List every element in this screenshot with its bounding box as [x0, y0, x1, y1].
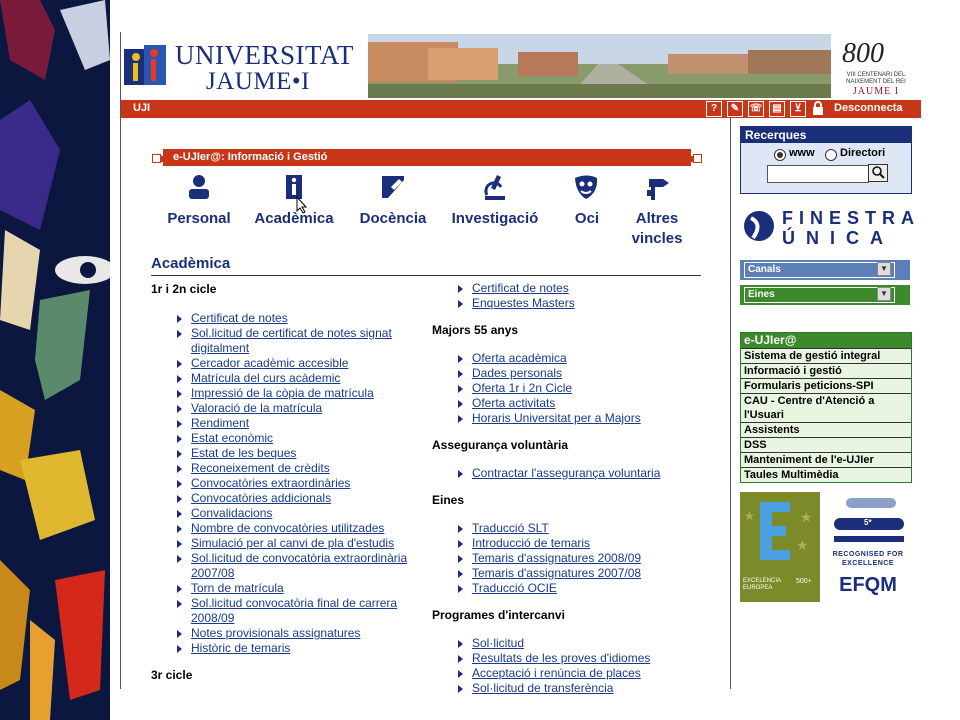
nav-link[interactable]: Matrícula del curs acàdemic: [191, 371, 341, 385]
list-item: [432, 521, 702, 536]
nav-link[interactable]: Oferta 1r i 2n Cicle: [472, 381, 573, 395]
ribbon-corner-left: [152, 154, 161, 163]
list-item: [432, 666, 702, 681]
phone-icon[interactable]: ☏: [748, 101, 764, 117]
list-item: [432, 296, 702, 311]
subheading-assegurança: Assegurança voluntària: [432, 438, 569, 452]
bullet-arrow-icon: [177, 315, 182, 323]
nav-label: Acadèmica: [254, 210, 334, 227]
bullet-arrow-icon: [458, 540, 463, 548]
nav-link[interactable]: Rendiment: [191, 416, 250, 430]
list-item: [151, 641, 421, 656]
bullet-arrow-icon: [177, 465, 182, 473]
person-icon: [185, 173, 213, 201]
bullet-arrow-icon: [458, 370, 463, 378]
nav-link[interactable]: Resultats de les proves d'idiomes: [472, 651, 651, 665]
nav-link[interactable]: Certificat de notes: [472, 281, 569, 295]
bullet-arrow-icon: [458, 285, 463, 293]
list-item: [151, 401, 421, 416]
canals-dropdown-box: [740, 260, 910, 280]
eines-link-list: [432, 521, 702, 596]
nav-academica[interactable]: [249, 173, 339, 229]
nav-link[interactable]: Certificat de notes: [191, 311, 288, 325]
nav-link[interactable]: Enquestes Masters: [472, 296, 575, 310]
finestra-circle-icon: [743, 206, 775, 246]
page-frame: [120, 32, 921, 695]
eujier-menu-item[interactable]: Taules Multimèdia: [741, 467, 911, 482]
bullet-arrow-icon: [177, 390, 182, 398]
list-item: [151, 416, 421, 431]
nav-link[interactable]: Traducció SLT: [472, 521, 549, 535]
bullet-arrow-icon: [458, 300, 463, 308]
eujier-menu-item[interactable]: Assistents: [741, 422, 911, 437]
list-item: [151, 536, 421, 551]
nav-link[interactable]: Nombre de convocatòries utilitzades: [191, 521, 385, 535]
nav-link[interactable]: Valoració de la matrícula: [191, 401, 323, 415]
svg-text:★: ★: [800, 510, 813, 526]
bullet-arrow-icon: [458, 355, 463, 363]
list-item: [432, 651, 702, 666]
lock-icon[interactable]: [811, 101, 825, 115]
list-item: [432, 351, 702, 366]
nav-personal[interactable]: [161, 173, 237, 229]
right-column: [432, 281, 702, 696]
list-item: [151, 506, 421, 521]
list-item: [151, 446, 421, 461]
nav-link[interactable]: Històric de temaris: [191, 641, 291, 655]
nav-link[interactable]: Dades personals: [472, 366, 563, 380]
nav-link[interactable]: Estat econòmic: [191, 431, 274, 445]
nav-link[interactable]: Temaris d'assignatures 2007/08: [472, 566, 642, 580]
nav-link[interactable]: Contractar l'assegurança voluntaria: [472, 466, 661, 480]
bullet-arrow-icon: [458, 655, 463, 663]
list-item: [151, 356, 421, 371]
nav-link[interactable]: Sol.licitud de convocatòria extraordinària 2007/08: [191, 551, 408, 580]
efqm-logo-text: EFQM: [839, 574, 897, 596]
signpost-icon: [643, 173, 671, 201]
subheading-majors: Majors 55 anys: [432, 323, 519, 337]
majors-link-list: [432, 351, 702, 426]
efqm-text: RECOGNISED FOR EXCELLENCE: [832, 551, 904, 567]
eujier-menu: [740, 332, 912, 483]
list-item: [151, 551, 421, 581]
uji-logo-icon[interactable]: [124, 41, 168, 89]
bullet-arrow-icon: [177, 555, 182, 563]
search-icon[interactable]: [868, 164, 888, 182]
edit-icon[interactable]: ✎: [727, 101, 743, 117]
top-toolbar: [121, 100, 921, 118]
eujier-menu-item[interactable]: Sistema de gestió integral: [741, 348, 911, 363]
list-item: [432, 581, 702, 596]
nav-investigacio[interactable]: [443, 173, 547, 229]
nav-link[interactable]: Sol·licitud de transferència: [472, 681, 614, 695]
nav-link[interactable]: Convocatòries addicionals: [191, 491, 332, 505]
list-item: [432, 366, 702, 381]
nav-link[interactable]: Torn de matrícula: [191, 581, 284, 595]
bullet-arrow-icon: [177, 495, 182, 503]
list-item: [151, 476, 421, 491]
bullet-arrow-icon: [177, 630, 182, 638]
list-item: [151, 326, 421, 356]
list-item: [432, 566, 702, 581]
bullet-arrow-icon: [177, 450, 182, 458]
prog-link-list: [432, 636, 702, 696]
bullet-arrow-icon: [458, 685, 463, 693]
bullet-arrow-icon: [458, 470, 463, 478]
nav-link[interactable]: Estat de les beques: [191, 446, 297, 460]
list-item: [432, 466, 702, 481]
bullet-arrow-icon: [177, 525, 182, 533]
nav-link[interactable]: Sol.licitud de certificat de notes signat digitalment: [191, 326, 392, 355]
nav-label: Personal: [167, 210, 231, 227]
efqm-stars: 5*: [864, 518, 872, 527]
chevron-down-icon[interactable]: ▼: [877, 287, 891, 301]
eines-dropdown-box: [740, 285, 910, 305]
list-item: [432, 636, 702, 651]
mask-icon: [573, 173, 601, 201]
nav-link[interactable]: Temaris d'assignatures 2008/09: [472, 551, 642, 565]
subheading-1r-2n-cicle: 1r i 2n cicle: [151, 282, 217, 296]
left-column: [151, 282, 421, 683]
section-ribbon: e-UJIer@: Informació i Gestió: [163, 149, 691, 166]
radio-www[interactable]: [774, 149, 786, 161]
eines-select[interactable]: Eines: [744, 287, 895, 303]
list-item: [151, 521, 421, 536]
list-item: [151, 311, 421, 326]
bullet-arrow-icon: [177, 645, 182, 653]
search-box-title: Recerques: [741, 127, 911, 143]
nav-label: Docència: [359, 210, 427, 227]
centenari-text: VIII CENTENARI DEL NAIXEMENT DEL REI: [846, 72, 906, 85]
eujier-menu-item[interactable]: Formularis peticions-SPI: [741, 378, 911, 393]
nav-docencia[interactable]: [353, 173, 433, 229]
uji-home-link[interactable]: UJI: [133, 102, 151, 114]
bullet-arrow-icon: [177, 585, 182, 593]
eujier-menu-items: [741, 348, 911, 482]
eujier-menu-title: e-UJIer@: [741, 333, 911, 348]
eujier-menu-item[interactable]: Informació i gestió: [741, 363, 911, 378]
pencil-icon: [379, 173, 407, 201]
nav-link[interactable]: Traducció OCIE: [472, 581, 557, 595]
subheading-3r-cicle: 3r cicle: [151, 668, 193, 682]
nav-label: Oci: [574, 210, 600, 227]
nav-link[interactable]: Cercador acadèmic accesible: [191, 356, 349, 370]
nav-altres-vincles[interactable]: [619, 173, 695, 249]
bullet-arrow-icon: [458, 585, 463, 593]
bullet-arrow-icon: [458, 525, 463, 533]
nav-link[interactable]: Horaris Universitat per a Majors: [472, 411, 641, 425]
ribbon-corner-right: [693, 154, 702, 163]
bullet-arrow-icon: [458, 555, 463, 563]
section-title: Acadèmica: [151, 255, 231, 272]
list-item: [151, 626, 421, 641]
list-item: [151, 581, 421, 596]
search-box: [740, 126, 912, 194]
subheading-eines: Eines: [432, 493, 465, 507]
bullet-arrow-icon: [458, 640, 463, 648]
bullet-arrow-icon: [177, 405, 182, 413]
search-input[interactable]: [767, 165, 869, 183]
decorative-art-strip: [0, 0, 110, 720]
finestra-line2: ÚNICA: [782, 228, 894, 248]
document-icon[interactable]: ▤: [769, 101, 785, 117]
right-top-link-list: [432, 281, 702, 311]
radio-directori-label: Directori: [840, 147, 886, 159]
radio-www-label: www: [789, 147, 815, 159]
list-item: [432, 281, 702, 296]
section-divider: [151, 275, 701, 276]
nav-link[interactable]: Reconeixement de crèdits: [191, 461, 330, 475]
bullet-arrow-icon: [177, 600, 182, 608]
list-item: [432, 551, 702, 566]
bullet-arrow-icon: [458, 670, 463, 678]
list-item: [151, 431, 421, 446]
nav-link[interactable]: Convalidacions: [191, 506, 273, 520]
nav-label: Investigació: [451, 210, 539, 227]
centenari-logo[interactable]: [832, 34, 919, 98]
excelencia-europea-badge[interactable]: [740, 492, 820, 602]
vertical-divider: [730, 118, 731, 689]
asseg-link-list: [432, 466, 702, 481]
nav-link[interactable]: Convocatòries extraordinàries: [191, 476, 351, 490]
site-header: [121, 32, 921, 100]
bullet-arrow-icon: [177, 480, 182, 488]
nav-link[interactable]: Oferta acadèmica: [472, 351, 567, 365]
left-link-list: [151, 311, 421, 656]
badge-eu-text: EXCELENCIA EUROPEA: [743, 578, 781, 591]
cart-icon[interactable]: ⊻: [790, 101, 806, 117]
bullet-arrow-icon: [458, 400, 463, 408]
chevron-down-icon[interactable]: ▼: [877, 262, 891, 276]
nav-link[interactable]: Simulació per al canvi de pla d'estudis: [191, 536, 395, 550]
nav-link[interactable]: Sol.licitud convocatòria final de carrera 2008/09: [191, 596, 398, 625]
help-icon[interactable]: ?: [706, 101, 722, 117]
bullet-arrow-icon: [177, 330, 182, 338]
bullet-arrow-icon: [458, 570, 463, 578]
nav-link[interactable]: Impressió de la còpia de matrícula: [191, 386, 374, 400]
list-item: [151, 491, 421, 506]
mouse-cursor-icon: [296, 196, 308, 214]
eujier-menu-item[interactable]: Manteniment de l'e-UJIer: [741, 452, 911, 467]
list-item: [151, 461, 421, 476]
nav-oci[interactable]: [563, 173, 611, 229]
list-item: [432, 411, 702, 426]
disconnect-link[interactable]: Desconnecta: [834, 102, 903, 114]
eujier-menu-item[interactable]: CAU - Centre d'Atenció a l'Usuari: [741, 393, 911, 422]
bullet-arrow-icon: [177, 420, 182, 428]
svg-text:★: ★: [796, 538, 809, 554]
bullet-arrow-icon: [177, 360, 182, 368]
list-item: [432, 381, 702, 396]
bullet-arrow-icon: [177, 435, 182, 443]
subheading-programes: Programes d'intercanvi: [432, 608, 565, 622]
logo-title-line2: JAUME•I: [206, 68, 310, 95]
bullet-arrow-icon: [458, 385, 463, 393]
canals-select[interactable]: Canals: [744, 262, 895, 278]
list-item: [151, 386, 421, 401]
finestra-line1: FINESTRA: [782, 208, 920, 228]
list-item: [151, 596, 421, 626]
nav-link[interactable]: Introducció de temaris: [472, 536, 591, 550]
eujier-menu-item[interactable]: DSS: [741, 437, 911, 452]
bullet-arrow-icon: [177, 510, 182, 518]
finestra-unica-logo[interactable]: [740, 204, 920, 250]
bullet-arrow-icon: [458, 415, 463, 423]
list-item: [151, 371, 421, 386]
badge-eu-sub: 500+: [796, 578, 812, 585]
logo-title-line1: UNIVERSITAT: [175, 40, 354, 70]
centenari-number: 800: [842, 38, 884, 69]
main-content: [149, 118, 701, 695]
microscope-icon: [481, 173, 509, 201]
nav-link[interactable]: Sol·licitud: [472, 636, 525, 650]
bullet-arrow-icon: [177, 375, 182, 383]
list-item: [432, 681, 702, 696]
nav-link[interactable]: Notes provisionals assignatures: [191, 626, 361, 640]
nav-label: Altres vincles: [631, 210, 683, 247]
bullet-arrow-icon: [177, 540, 182, 548]
nav-link[interactable]: Acceptació i renúncia de places: [472, 666, 641, 680]
efqm-badge[interactable]: [826, 498, 910, 598]
list-item: [432, 536, 702, 551]
campus-photo: [368, 34, 831, 98]
nav-link[interactable]: Oferta activitats: [472, 396, 556, 410]
svg-text:★: ★: [744, 509, 755, 523]
centenari-name: JAUME I: [852, 86, 900, 97]
radio-directori[interactable]: [825, 149, 837, 161]
list-item: [432, 396, 702, 411]
